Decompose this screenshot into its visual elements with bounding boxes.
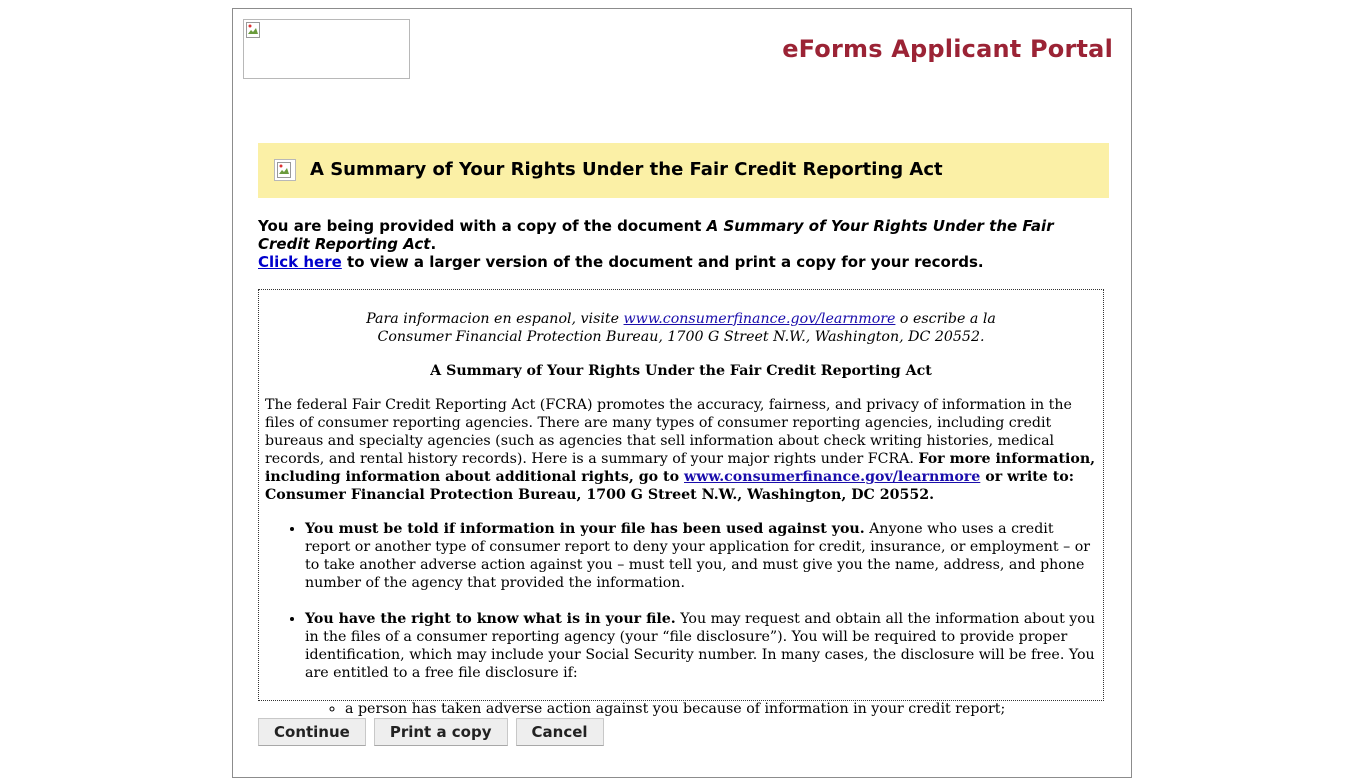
list-item-text: Anyone who uses a credit report or another type of consumer report to deny your application for credit, insurance, or employment – or to take another adverse action against you – must tell you, and must give you the name, address, and phone number of the agency that provided the information. xyxy=(305,521,1091,591)
list-item xyxy=(305,610,1097,718)
spanish-suffix: o escribe a la xyxy=(895,311,996,327)
list-item xyxy=(305,520,1097,592)
sub-list xyxy=(305,700,1097,718)
paragraph-bold-tail: or write to: Consumer Financial Protection Bureau, 1700 G Street N.W., Washington, DC 20552. xyxy=(265,469,1074,503)
list-item-text: You may request and obtain all the information about you in the files of a consumer reporting agency (your “file disclosure”). You will be required to provide proper identification, which may include your Social Security number. In many cases, the disclosure will be free. You are entitled to a free file disclosure if: xyxy=(305,611,1095,681)
list-item-heading: You must be told if information in your file has been used against you. xyxy=(305,521,865,537)
document-intro-paragraph xyxy=(265,396,1097,504)
spanish-notice xyxy=(265,310,1097,346)
list-item-heading: You have the right to know what is in your file. xyxy=(305,611,676,627)
sub-list-item: ◦ a person has taken adverse action against you because of information in your credit report; xyxy=(345,700,1097,718)
learnmore-link[interactable]: www.consumerfinance.gov/learnmore xyxy=(684,469,981,485)
spanish-learnmore-link[interactable]: www.consumerfinance.gov/learnmore xyxy=(623,311,896,327)
page-frame xyxy=(232,8,1132,778)
continue-button[interactable]: Continue xyxy=(258,718,366,746)
intro-text xyxy=(258,217,1110,271)
document-icon xyxy=(274,159,296,181)
print-button[interactable]: Print a copy xyxy=(374,718,508,746)
paragraph-bold: For more information, including information about additional rights, go to xyxy=(265,451,1096,485)
spanish-address: Consumer Financial Protection Bureau, 1700 G Street N.W., Washington, DC 20552. xyxy=(377,329,985,345)
spanish-prefix: Para informacion en espanol, visite xyxy=(366,311,624,327)
intro-suffix: to view a larger version of the document and print a copy for your records. xyxy=(341,253,984,271)
page-title: A Summary of Your Rights Under the Fair Credit Reporting Act xyxy=(310,159,943,180)
document-title: A Summary of Your Rights Under the Fair Credit Reporting Act xyxy=(430,363,932,379)
broken-image-icon xyxy=(277,162,291,178)
paragraph-text: The federal Fair Credit Reporting Act (FCRA) promotes the accuracy, fairness, and privacy of information in the files of consumer reporting agencies. There are many types of consumer reporting agencies, including credit bureaus and specialty agencies (such as agencies that sell information about check writing histories, medical records, and rental history records). Here is a summary of your major rights under FCRA. xyxy=(265,397,1072,467)
broken-image-icon xyxy=(246,22,260,38)
logo-image xyxy=(243,19,410,79)
click-here-link[interactable]: Click here xyxy=(258,253,342,271)
portal-title: eForms Applicant Portal xyxy=(782,35,1113,63)
section-banner xyxy=(258,143,1109,198)
rights-list xyxy=(265,520,1097,718)
intro-prefix: You are being provided with a copy of the document xyxy=(258,217,707,235)
cancel-button[interactable]: Cancel xyxy=(516,718,604,746)
intro-document-name: A Summary of Your Rights Under the Fair Credit Reporting Act xyxy=(258,217,1054,253)
document-viewer[interactable] xyxy=(258,289,1104,717)
intro-period: . xyxy=(430,235,437,253)
action-buttons xyxy=(258,718,612,746)
